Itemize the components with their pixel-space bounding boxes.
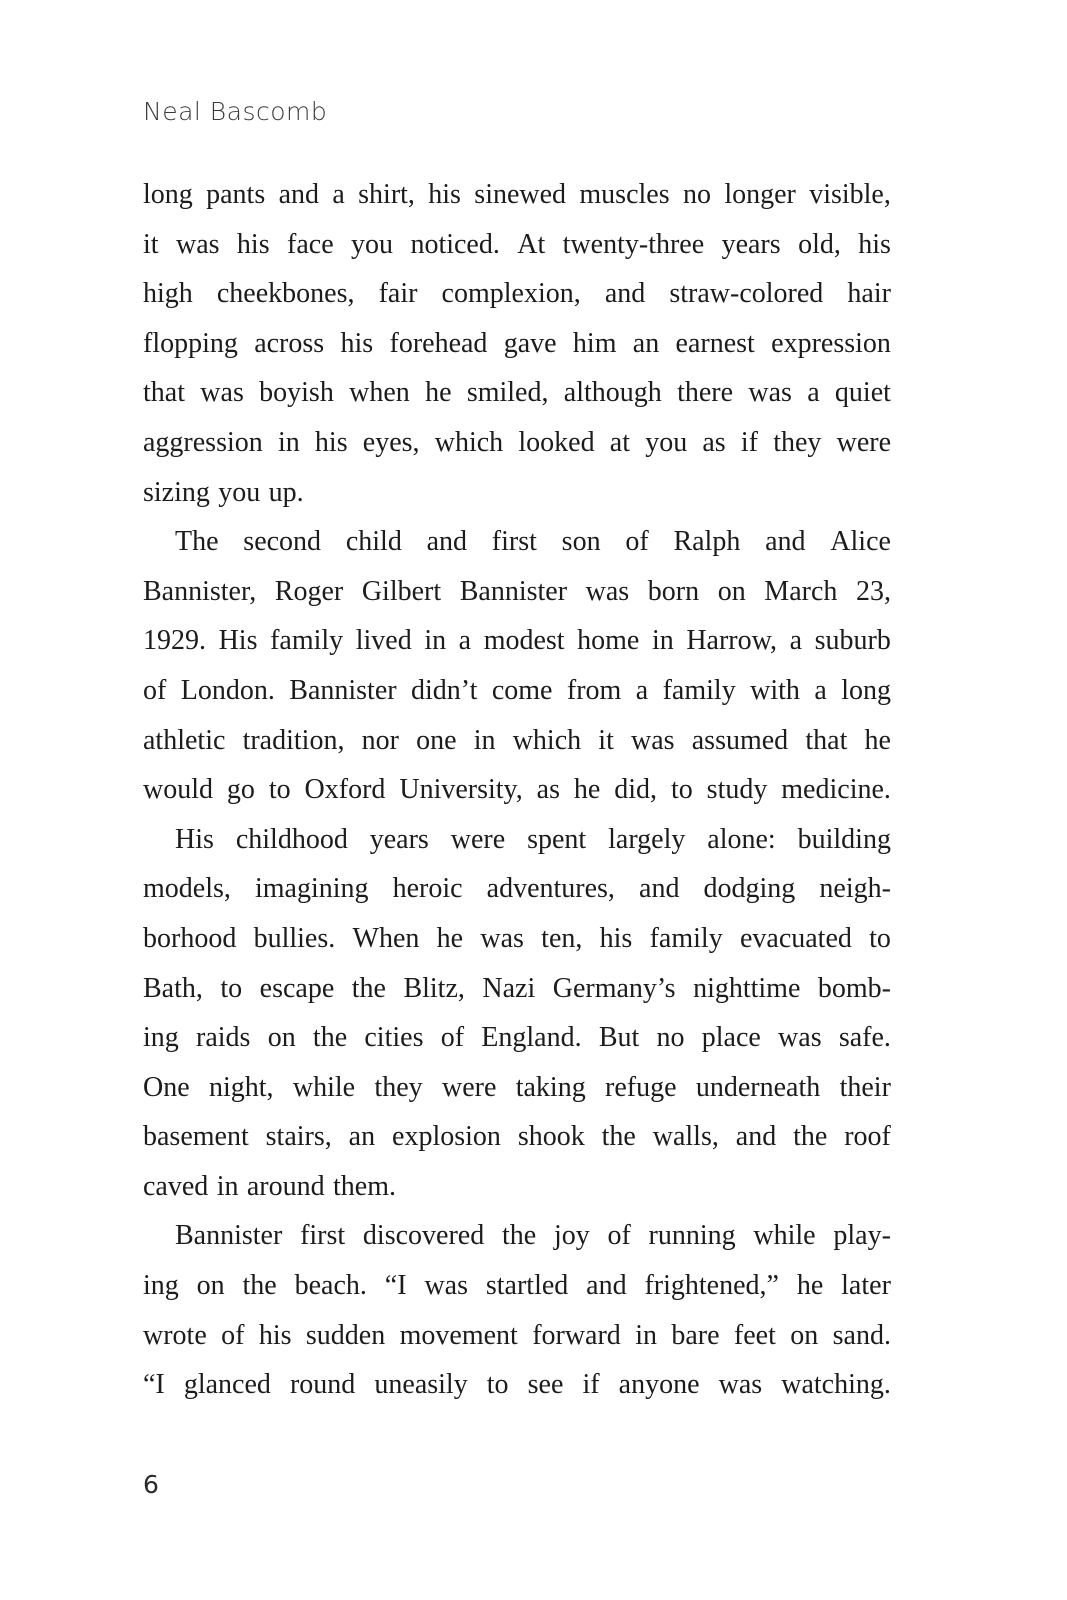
text-line: wrote of his sudden movement forward in bare feet on sand. (143, 1319, 891, 1351)
text-line: sizing you up. (143, 476, 304, 508)
text-line: of London. Bannister didn’t come from a family with a long (143, 674, 891, 706)
running-head-author: Neal Bascomb (143, 97, 328, 126)
text-line: “I glanced round uneasily to see if anyone was watching. (143, 1369, 891, 1401)
text-line: His childhood years were spent largely alone: building (175, 823, 891, 855)
text-line: Bannister, Roger Gilbert Bannister was born on March 23, (143, 575, 891, 607)
text-line: that was boyish when he smiled, although there was a quiet (143, 377, 891, 409)
text-line: ing on the beach. “I was startled and frightened,” he later (143, 1270, 891, 1302)
text-line: high cheekbones, fair complexion, and straw-colored hair (143, 278, 891, 310)
text-line: caved in around them. (143, 1170, 397, 1202)
text-line: basement stairs, an explosion shook the walls, and the roof (143, 1121, 891, 1153)
text-line: it was his face you noticed. At twenty-three years old, his (143, 228, 891, 260)
text-line: Bath, to escape the Blitz, Nazi Germany’s nighttime bomb- (143, 972, 891, 1004)
text-line: athletic tradition, nor one in which it was assumed that he (143, 724, 891, 756)
text-line: ing raids on the cities of England. But no place was safe. (143, 1022, 891, 1054)
page-number: 6 (143, 1470, 159, 1499)
text-line: flopping across his forehead gave him an earnest expression (143, 327, 891, 359)
text-line: long pants and a shirt, his sinewed muscles no longer visible, (143, 179, 891, 210)
text-line: The second child and first son of Ralph and Alice (175, 526, 891, 558)
text-line: Bannister first discovered the joy of running while play- (175, 1220, 891, 1252)
text-line: borhood bullies. When he was ten, his family evacuated to (143, 922, 891, 954)
text-line: 1929. His family lived in a modest home in Harrow, a suburb (143, 625, 891, 657)
body-text (143, 170, 891, 1410)
text-line: would go to Oxford University, as he did, to study medicine. (143, 774, 891, 806)
text-line: aggression in his eyes, which looked at you as if they were (143, 426, 891, 458)
text-line: One night, while they were taking refuge underneath their (143, 1071, 891, 1103)
text-line: models, imagining heroic adventures, and dodging neigh- (143, 873, 891, 905)
